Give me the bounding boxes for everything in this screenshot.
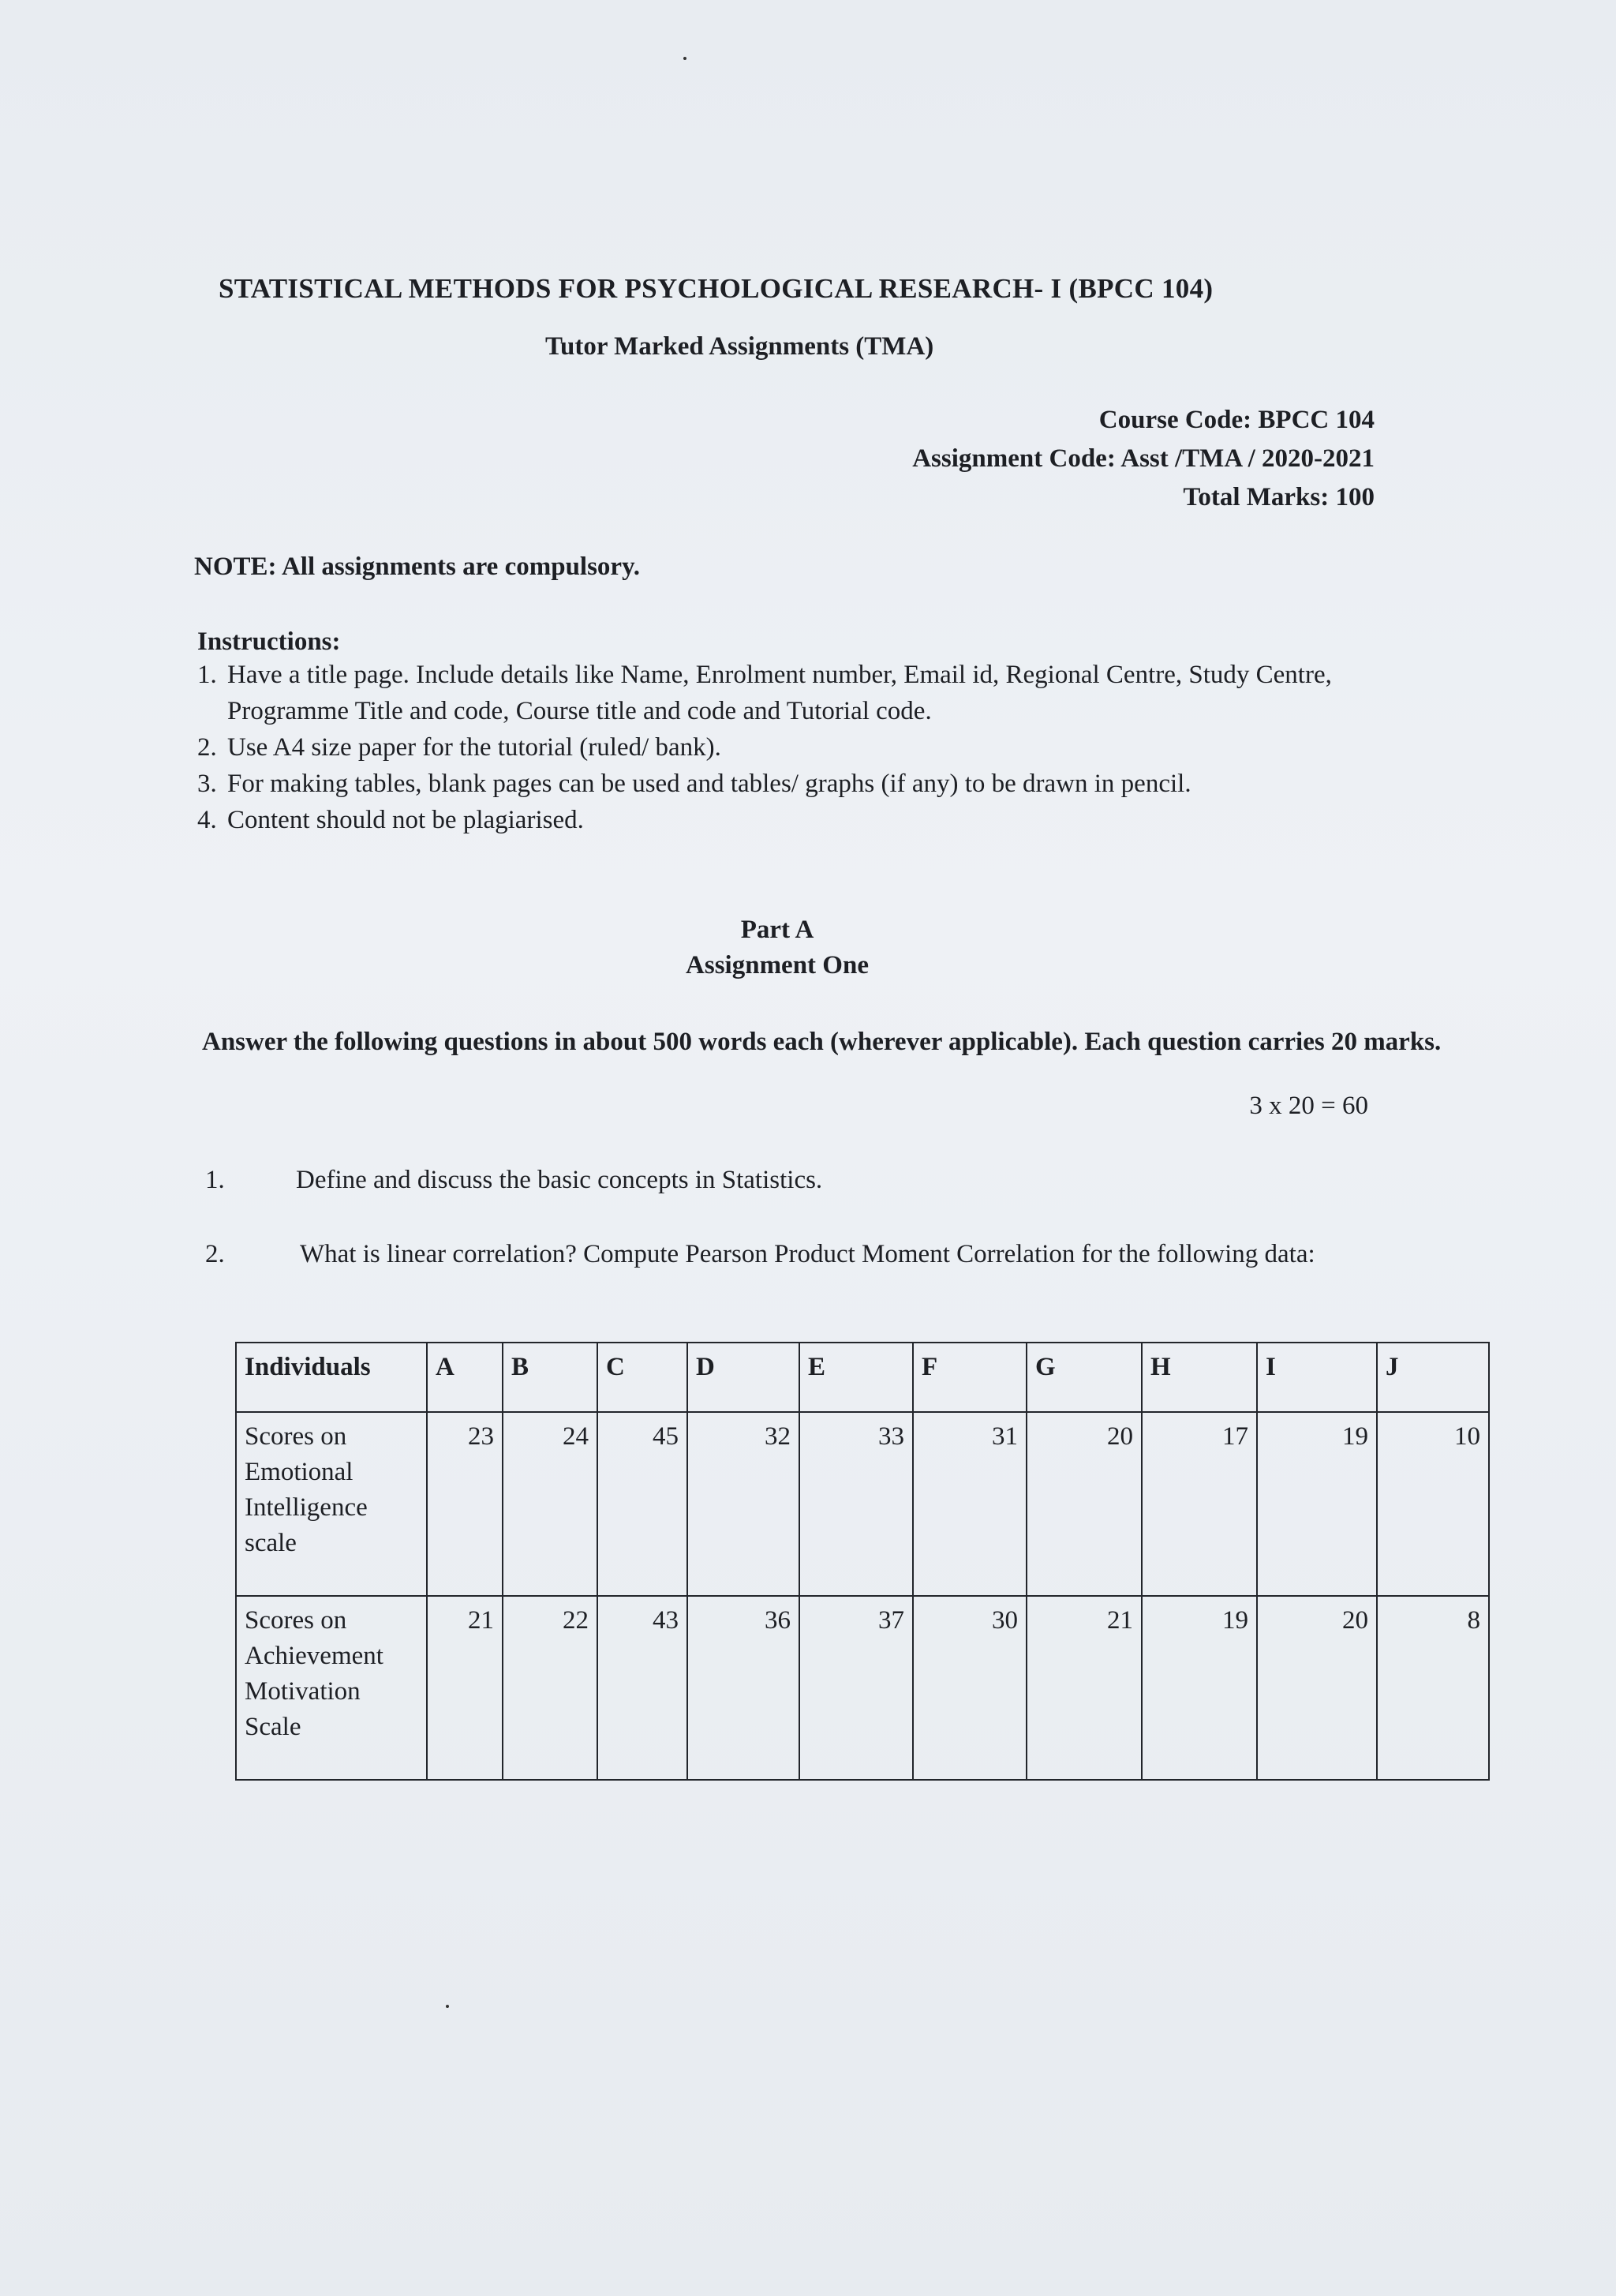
instruction-item: 2. Use A4 size paper for the tutorial (ruled/ bank).: [197, 733, 721, 762]
header-cell: H: [1142, 1343, 1257, 1412]
score-cell: 19: [1142, 1596, 1257, 1780]
score-cell: 36: [687, 1596, 799, 1780]
question-text: What is linear correlation? Compute Pearson Product Moment Correlation for the following data:: [300, 1240, 1315, 1268]
score-cell: 45: [597, 1412, 687, 1596]
header-cell: B: [503, 1343, 597, 1412]
header-cell: Individuals: [236, 1343, 427, 1412]
score-cell: 8: [1377, 1596, 1489, 1780]
header-cell: F: [913, 1343, 1027, 1412]
instructions-list: [197, 657, 1381, 838]
score-cell: 17: [1142, 1412, 1257, 1596]
score-cell: 21: [1027, 1596, 1142, 1780]
course-title: STATISTICAL METHODS FOR PSYCHOLOGICAL RESEARCH- I (BPCC 104): [219, 273, 1214, 304]
table-row: [236, 1412, 1489, 1596]
assignment-code: Assignment Code: Asst /TMA / 2020-2021: [912, 444, 1375, 473]
course-code: Course Code: BPCC 104: [1098, 406, 1375, 434]
instruction-item: 1. Have a title page. Include details like Name, Enrolment number, Email id, Regional Centre, Study Centre, Programme Title and code, Course title and code and Tutorial code.: [197, 661, 1332, 725]
score-cell: 24: [503, 1412, 597, 1596]
table-header-row: [236, 1343, 1489, 1412]
correlation-data-table: [235, 1342, 1490, 1781]
answer-instructions: Answer the following questions in about 500 words each (wherever applicable). Each question carries 20 marks.: [202, 1028, 1442, 1056]
instructions-heading: Instructions:: [197, 627, 341, 656]
row-label: Scores on Emotional Intelligence scale: [236, 1412, 427, 1596]
table-row: [236, 1596, 1489, 1780]
course-meta: [912, 401, 1375, 517]
row-label: Scores on Achievement Motivation Scale: [236, 1596, 427, 1780]
header-cell: C: [597, 1343, 687, 1412]
compulsory-note: NOTE: All assignments are compulsory.: [194, 552, 641, 581]
score-cell: 20: [1257, 1596, 1377, 1780]
header-cell: J: [1377, 1343, 1489, 1412]
header-cell: G: [1027, 1343, 1142, 1412]
part-label: Part A: [740, 916, 814, 944]
question-2: [202, 1237, 1354, 1272]
score-cell: 23: [427, 1412, 503, 1596]
marks-formula: 3 x 20 = 60: [1249, 1092, 1368, 1120]
score-cell: 30: [913, 1596, 1027, 1780]
header-cell: A: [427, 1343, 503, 1412]
question-number: 1.: [205, 1166, 225, 1194]
score-cell: 37: [799, 1596, 913, 1780]
header-cell: I: [1257, 1343, 1377, 1412]
score-cell: 31: [913, 1412, 1027, 1596]
instruction-item: 4. Content should not be plagiarised.: [197, 806, 584, 834]
score-cell: 21: [427, 1596, 503, 1780]
question-1: [205, 1166, 822, 1195]
question-number: 2.: [205, 1240, 225, 1268]
score-cell: 20: [1027, 1412, 1142, 1596]
score-cell: 10: [1377, 1412, 1489, 1596]
header-cell: E: [799, 1343, 913, 1412]
score-cell: 32: [687, 1412, 799, 1596]
score-cell: 43: [597, 1596, 687, 1780]
score-cell: 33: [799, 1412, 913, 1596]
score-cell: 19: [1257, 1412, 1377, 1596]
total-marks: Total Marks: 100: [1183, 483, 1375, 511]
paper-speck: [683, 57, 686, 60]
question-text: Define and discuss the basic concepts in Statistics.: [296, 1166, 823, 1194]
score-cell: 22: [503, 1596, 597, 1780]
instruction-item: 3. For making tables, blank pages can be used and tables/ graphs (if any) to be drawn in pencil.: [197, 770, 1191, 798]
paper-speck: [446, 2005, 449, 2008]
assignment-label: Assignment One: [686, 951, 869, 979]
document-subtitle: Tutor Marked Assignments (TMA): [545, 332, 934, 361]
header-cell: D: [687, 1343, 799, 1412]
